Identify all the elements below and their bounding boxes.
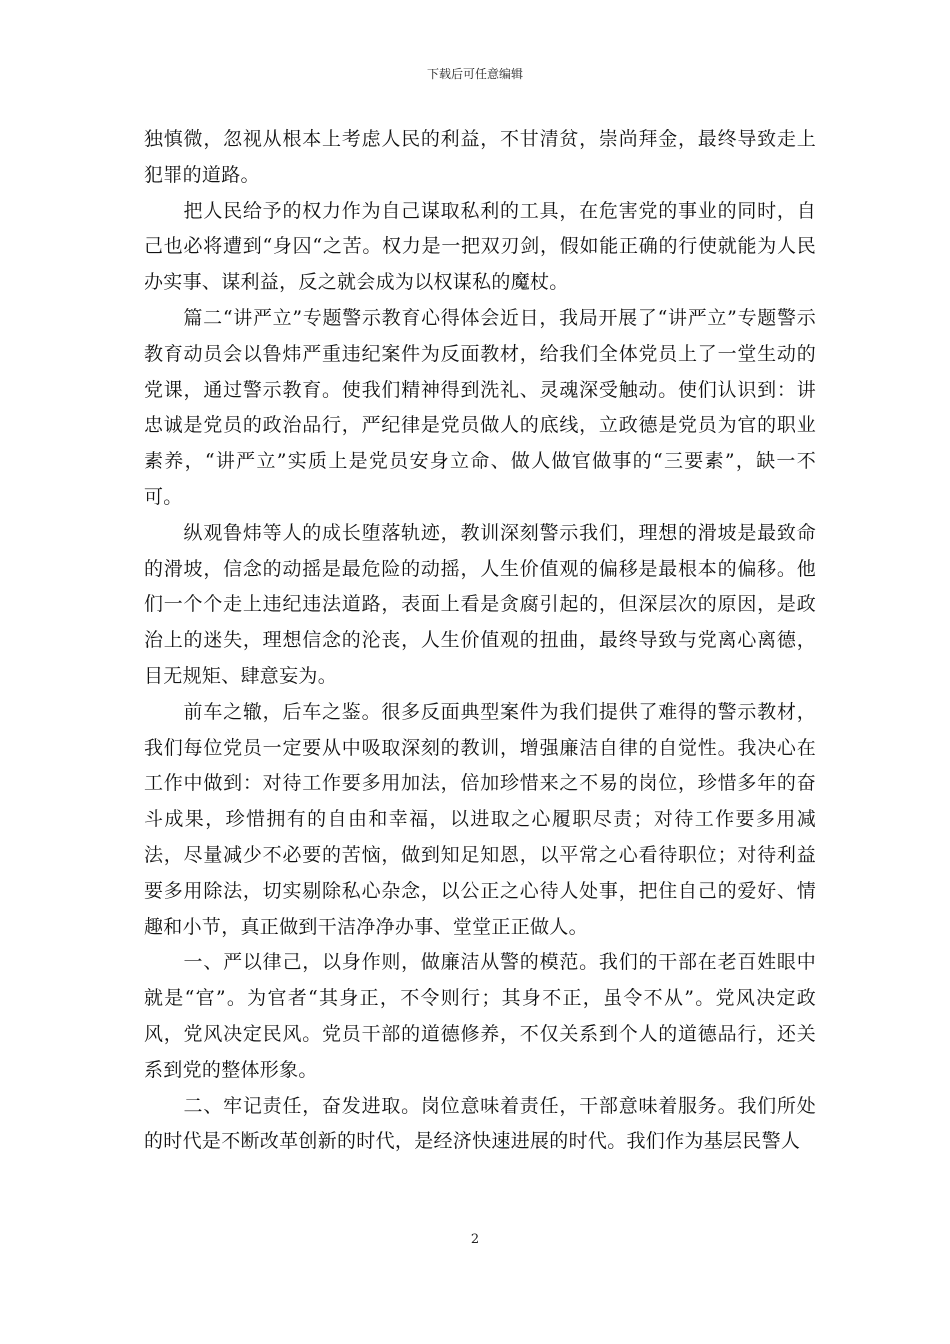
paragraph-continuation: 独慎微，忽视从根本上考虑人民的利益，不甘清贫，崇尚拜金，最终导致走上犯罪的道路。	[144, 128, 816, 186]
paragraph-article-two-intro: 篇二“讲严立”专题警示教育心得体会近日，我局开展了“讲严立”专题警示教育动员会以鲁炜严重违纪案件为反面教材，给我们全体党员上了一堂生动的党课，通过警示教育。使我们精神得到洗礼、灵魂深受触动。使们认识到：讲忠诚是党员的政治品行，严纪律是党员做人的底线，立政德是党员为官的职业素养，“讲严立”实质上是党员安身立命、做人做官做事的“三要素”，缺一不可。	[144, 306, 816, 508]
paragraph-point-two: 二、牢记责任，奋发进取。岗位意味着责任，干部意味着服务。我们所处的时代是不断改革创新的时代，是经济快速进展的时代。我们作为基层民警人	[144, 1094, 816, 1153]
paragraph-lessons: 纵观鲁炜等人的成长堕落轨迹，教训深刻警示我们，理想的滑坡是最致命的滑坡，信念的动摇是最危险的动摇，人生价值观的偏移是最根本的偏移。他们一个个走上违纪违法道路，表面上看是贪腐引起的，但深层次的原因，是政治上的迷失，理想信念的沦丧，人生价值观的扭曲，最终导致与党离心离德，目无规矩、肆意妄为。	[144, 521, 816, 687]
page-number: 2	[470, 1232, 480, 1247]
paragraph-point-one: 一、严以律己，以身作则，做廉洁从警的模范。我们的干部在老百姓眼中就是“官”。为官者“其身正，不令则行；其身不正，虽令不从”。党风决定政风，党风决定民风。党员干部的道德修养，不仅关系到个人的道德品行，还关系到党的整体形象。	[144, 951, 816, 1081]
page-header: 下载后可任意编辑	[426, 67, 523, 81]
document-body	[144, 122, 816, 1160]
paragraph-resolutions: 前车之辙，后车之鉴。很多反面典型案件为我们提供了难得的警示教材，我们每位党员一定要从中吸取深刻的教训，增强廉洁自律的自觉性。我决心在工作中做到：对待工作要多用加法，倍加珍惜来之不易的岗位，珍惜多年的奋斗成果，珍惜拥有的自由和幸福，以进取之心履职尽责；对待工作要多用减法，尽量减少不必要的苦恼，做到知足知恩，以平常之心看待职位；对待利益要多用除法，切实剔除私心杂念，以公正之心待人处事，把住自己的爱好、情趣和小节，真正做到干洁净净办事、堂堂正正做人。	[144, 700, 816, 938]
paragraph-power-tool: 把人民给予的权力作为自己谋取私利的工具，在危害党的事业的同时，自己也必将遭到“身囚“之苦。权力是一把双刃剑，假如能正确的行使就能为人民办实事、谋利益，反之就会成为以权谋私的魔杖。	[144, 199, 816, 294]
